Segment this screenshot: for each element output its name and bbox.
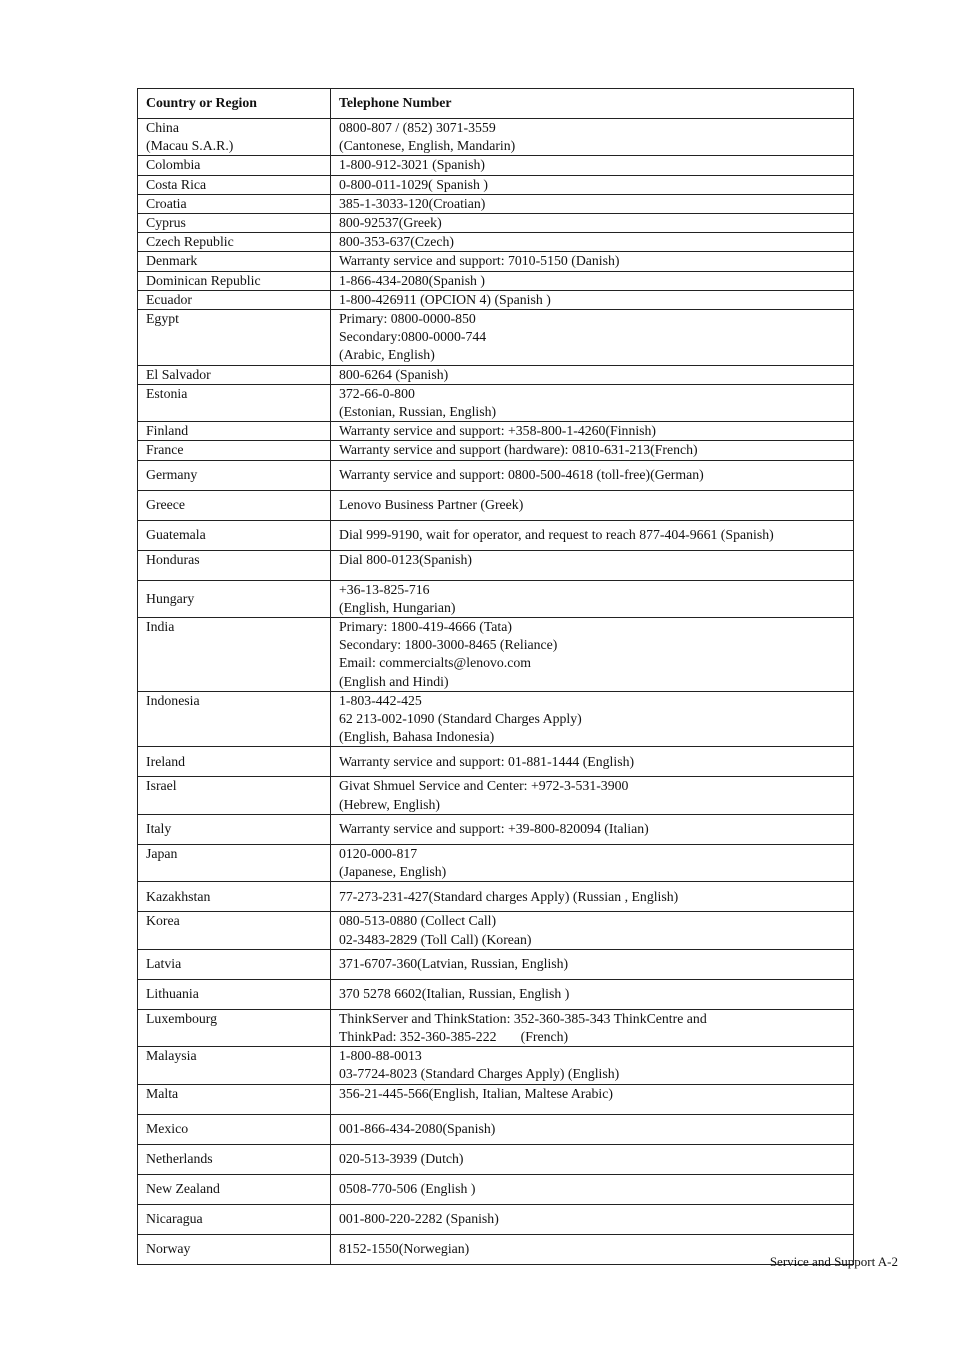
telephone-line: (English and Hindi) bbox=[339, 673, 449, 689]
table-row bbox=[138, 691, 854, 747]
telephone-line: (Japanese, English) bbox=[339, 864, 447, 880]
telephone-line: 8152-1550(Norwegian) bbox=[339, 1240, 470, 1256]
telephone-cell bbox=[331, 1204, 854, 1234]
telephone-line: 800-6264 (Spanish) bbox=[339, 366, 449, 382]
table-row bbox=[138, 618, 854, 692]
telephone-line: 370 5278 6602(Italian, Russian, English ) bbox=[339, 986, 570, 1002]
country-cell bbox=[138, 156, 331, 175]
country-cell bbox=[138, 1009, 331, 1046]
table-row bbox=[138, 1084, 854, 1114]
telephone-line: Givat Shmuel Service and Center: +972-3-531-3900 bbox=[339, 778, 629, 794]
telephone-line: (English, Hungarian) bbox=[339, 599, 456, 615]
telephone-cell bbox=[331, 1084, 854, 1114]
table-row bbox=[138, 1009, 854, 1046]
telephone-line: Warranty service and support: 7010-5150 (Danish) bbox=[339, 253, 620, 269]
table-row bbox=[138, 912, 854, 949]
telephone-cell bbox=[331, 310, 854, 366]
telephone-cell bbox=[331, 1009, 854, 1046]
telephone-line: 080-513-0880 (Collect Call) bbox=[339, 913, 497, 929]
table-row bbox=[138, 271, 854, 290]
country-name: Estonia bbox=[146, 385, 188, 401]
telephone-line: Dial 800-0123(Spanish) bbox=[339, 551, 472, 567]
country-name: India bbox=[146, 619, 175, 635]
telephone-line: 372-66-0-800 bbox=[339, 385, 415, 401]
table-row bbox=[138, 384, 854, 421]
country-cell bbox=[138, 844, 331, 881]
country-cell bbox=[138, 747, 331, 777]
table-row bbox=[138, 490, 854, 520]
country-name: Finland bbox=[146, 423, 189, 439]
telephone-cell bbox=[331, 1114, 854, 1144]
telephone-line: ThinkServer and ThinkStation: 352-360-385-343 ThinkCentre and bbox=[339, 1010, 707, 1026]
country-cell bbox=[138, 882, 331, 912]
table-row bbox=[138, 520, 854, 550]
telephone-line: 1-866-434-2080(Spanish ) bbox=[339, 272, 485, 288]
telephone-line: Lenovo Business Partner (Greek) bbox=[339, 497, 524, 513]
telephone-line: 800-353-637(Czech) bbox=[339, 234, 454, 250]
country-cell bbox=[138, 1084, 331, 1114]
telephone-line: 03-7724-8023 (Standard Charges Apply) (English) bbox=[339, 1066, 620, 1082]
telephone-line: 356-21-445-566(English, Italian, Maltese Arabic) bbox=[339, 1085, 613, 1101]
country-cell bbox=[138, 912, 331, 949]
telephone-line: 800-92537(Greek) bbox=[339, 215, 442, 231]
telephone-line: 02-3483-2829 (Toll Call) (Korean) bbox=[339, 931, 532, 947]
telephone-line: 77-273-231-427(Standard charges Apply) (Russian , English) bbox=[339, 888, 679, 904]
telephone-cell bbox=[331, 233, 854, 252]
telephone-cell bbox=[331, 844, 854, 881]
telephone-cell bbox=[331, 290, 854, 309]
telephone-cell bbox=[331, 214, 854, 233]
table-row bbox=[138, 747, 854, 777]
country-name: France bbox=[146, 442, 184, 458]
telephone-line: Secondary:0800-0000-744 bbox=[339, 329, 487, 345]
telephone-line: (English, Bahasa Indonesia) bbox=[339, 729, 495, 745]
country-name: Honduras bbox=[146, 551, 200, 567]
table-row bbox=[138, 1234, 854, 1264]
telephone-line: 371-6707-360(Latvian, Russian, English) bbox=[339, 956, 569, 972]
table-row bbox=[138, 365, 854, 384]
country-name: Luxembourg bbox=[146, 1010, 218, 1026]
table-row bbox=[138, 1144, 854, 1174]
table-row bbox=[138, 1174, 854, 1204]
table-row bbox=[138, 949, 854, 979]
country-name: Indonesia bbox=[146, 692, 200, 708]
telephone-line: Secondary: 1800-3000-8465 (Reliance) bbox=[339, 637, 558, 653]
table-row bbox=[138, 290, 854, 309]
table-row bbox=[138, 441, 854, 460]
telephone-line: (Hebrew, English) bbox=[339, 796, 441, 812]
table-row bbox=[138, 310, 854, 366]
table-row bbox=[138, 460, 854, 490]
telephone-cell bbox=[331, 550, 854, 580]
country-name: Guatemala bbox=[146, 527, 206, 543]
telephone-cell bbox=[331, 882, 854, 912]
country-name: Nicaragua bbox=[146, 1210, 203, 1226]
country-cell bbox=[138, 310, 331, 366]
country-name: Dominican Republic bbox=[146, 272, 261, 288]
table-row bbox=[138, 233, 854, 252]
table-row bbox=[138, 194, 854, 213]
country-cell bbox=[138, 520, 331, 550]
country-name: Ireland bbox=[146, 753, 186, 769]
telephone-line: (Cantonese, English, Mandarin) bbox=[339, 138, 516, 154]
telephone-line: +36-13-825-716 bbox=[339, 581, 430, 597]
telephone-line: Warranty service and support: +39-800-820094 (Italian) bbox=[339, 821, 649, 837]
country-name: Korea bbox=[146, 913, 180, 929]
telephone-cell bbox=[331, 1174, 854, 1204]
table-row bbox=[138, 550, 854, 580]
telephone-cell bbox=[331, 175, 854, 194]
country-cell bbox=[138, 1144, 331, 1174]
country-name: El Salvador bbox=[146, 366, 211, 382]
table-row bbox=[138, 214, 854, 233]
telephone-line: 0120-000-817 bbox=[339, 845, 418, 861]
country-cell bbox=[138, 777, 331, 814]
telephone-line: 0508-770-506 (English ) bbox=[339, 1180, 476, 1196]
table-row bbox=[138, 1114, 854, 1144]
country-cell bbox=[138, 949, 331, 979]
telephone-line: 1-800-912-3021 (Spanish) bbox=[339, 157, 485, 173]
table-row bbox=[138, 580, 854, 617]
country-cell bbox=[138, 271, 331, 290]
country-name: Greece bbox=[146, 497, 186, 513]
telephone-cell bbox=[331, 912, 854, 949]
country-cell bbox=[138, 214, 331, 233]
country-name: Lithuania bbox=[146, 986, 199, 1002]
country-name: Malaysia bbox=[146, 1048, 197, 1064]
telephone-cell bbox=[331, 271, 854, 290]
country-cell bbox=[138, 1234, 331, 1264]
country-name: Ecuador bbox=[146, 291, 192, 307]
country-name: Cyprus bbox=[146, 215, 186, 231]
country-cell bbox=[138, 422, 331, 441]
telephone-cell bbox=[331, 747, 854, 777]
table-row bbox=[138, 1047, 854, 1084]
table-body bbox=[138, 119, 854, 1265]
telephone-cell bbox=[331, 252, 854, 271]
telephone-line: 1-803-442-425 bbox=[339, 692, 422, 708]
table-row bbox=[138, 156, 854, 175]
country-cell bbox=[138, 119, 331, 156]
country-cell bbox=[138, 175, 331, 194]
telephone-line: 1-800-88-0013 bbox=[339, 1048, 422, 1064]
country-name: Hungary bbox=[146, 590, 195, 606]
country-name: (Macau S.A.R.) bbox=[146, 138, 234, 154]
column-header-country: Country or Region bbox=[138, 89, 331, 119]
country-name: China bbox=[146, 120, 179, 135]
country-name: Japan bbox=[146, 845, 178, 861]
country-name: Kazakhstan bbox=[146, 888, 211, 904]
country-cell bbox=[138, 233, 331, 252]
telephone-cell bbox=[331, 422, 854, 441]
telephone-cell bbox=[331, 156, 854, 175]
country-name: Norway bbox=[146, 1240, 191, 1256]
page-footer: Service and Support A-2 bbox=[769, 1254, 898, 1269]
country-cell bbox=[138, 384, 331, 421]
telephone-cell bbox=[331, 384, 854, 421]
telephone-cell bbox=[331, 618, 854, 692]
country-name: Costa Rica bbox=[146, 176, 207, 192]
telephone-cell bbox=[331, 580, 854, 617]
telephone-cell bbox=[331, 441, 854, 460]
country-name: Germany bbox=[146, 467, 198, 483]
table-row bbox=[138, 882, 854, 912]
telephone-line: ThinkPad: 352-360-385-222 (French) bbox=[339, 1028, 569, 1044]
country-cell bbox=[138, 618, 331, 692]
telephone-line: 385-1-3033-120(Croatian) bbox=[339, 195, 486, 211]
table-row bbox=[138, 119, 854, 156]
telephone-line: 020-513-3939 (Dutch) bbox=[339, 1150, 464, 1166]
country-cell bbox=[138, 1174, 331, 1204]
country-name: Israel bbox=[146, 778, 177, 794]
telephone-cell bbox=[331, 814, 854, 844]
telephone-cell bbox=[331, 520, 854, 550]
country-cell bbox=[138, 460, 331, 490]
telephone-cell bbox=[331, 979, 854, 1009]
telephone-line: Dial 999-9190, wait for operator, and request to reach 877-404-9661 (Spanish) bbox=[339, 527, 774, 543]
telephone-line: Primary: 0800-0000-850 bbox=[339, 311, 476, 327]
telephone-cell bbox=[331, 777, 854, 814]
country-name: Netherlands bbox=[146, 1150, 213, 1166]
country-cell bbox=[138, 1114, 331, 1144]
telephone-line: 001-800-220-2282 (Spanish) bbox=[339, 1210, 499, 1226]
telephone-line: (Estonian, Russian, English) bbox=[339, 404, 497, 420]
column-header-telephone: Telephone Number bbox=[331, 89, 854, 119]
country-name: Egypt bbox=[146, 311, 179, 327]
telephone-cell bbox=[331, 949, 854, 979]
country-cell bbox=[138, 1204, 331, 1234]
country-name: New Zealand bbox=[146, 1180, 220, 1196]
country-cell bbox=[138, 490, 331, 520]
country-cell bbox=[138, 1047, 331, 1084]
telephone-line: 0800-807 / (852) 3071-3559 bbox=[339, 120, 496, 135]
telephone-cell bbox=[331, 194, 854, 213]
country-name: Italy bbox=[146, 821, 172, 837]
table-row bbox=[138, 814, 854, 844]
table-row bbox=[138, 252, 854, 271]
telephone-line: 0-800-011-1029( Spanish ) bbox=[339, 176, 488, 192]
country-cell bbox=[138, 814, 331, 844]
telephone-line: (Arabic, English) bbox=[339, 347, 435, 363]
country-cell bbox=[138, 691, 331, 747]
table-row bbox=[138, 777, 854, 814]
country-cell bbox=[138, 979, 331, 1009]
telephone-cell bbox=[331, 365, 854, 384]
country-name: Colombia bbox=[146, 157, 201, 173]
country-name: Croatia bbox=[146, 195, 187, 211]
telephone-line: Primary: 1800-419-4666 (Tata) bbox=[339, 619, 512, 635]
country-cell bbox=[138, 550, 331, 580]
country-cell bbox=[138, 252, 331, 271]
table-row bbox=[138, 175, 854, 194]
country-cell bbox=[138, 290, 331, 309]
support-contacts-table bbox=[137, 88, 854, 1265]
country-name: Latvia bbox=[146, 956, 182, 972]
telephone-cell bbox=[331, 691, 854, 747]
telephone-cell bbox=[331, 119, 854, 156]
telephone-line: 1-800-426911 (OPCION 4) (Spanish ) bbox=[339, 291, 551, 307]
country-cell bbox=[138, 441, 331, 460]
country-name: Mexico bbox=[146, 1120, 189, 1136]
telephone-line: Warranty service and support: 0800-500-4618 (toll-free)(German) bbox=[339, 467, 704, 483]
country-cell bbox=[138, 365, 331, 384]
table-row bbox=[138, 422, 854, 441]
country-name: Malta bbox=[146, 1085, 179, 1101]
telephone-line: 62 213-002-1090 (Standard Charges Apply) bbox=[339, 711, 582, 727]
country-name: Czech Republic bbox=[146, 234, 234, 250]
table-row bbox=[138, 844, 854, 881]
telephone-line: Email: commercialts@lenovo.com bbox=[339, 655, 532, 671]
table-row bbox=[138, 979, 854, 1009]
telephone-cell bbox=[331, 490, 854, 520]
telephone-line: Warranty service and support (hardware): 0810-631-213(French) bbox=[339, 442, 698, 458]
telephone-cell bbox=[331, 1047, 854, 1084]
telephone-line: 001-866-434-2080(Spanish) bbox=[339, 1120, 496, 1136]
table-row bbox=[138, 1204, 854, 1234]
telephone-line: Warranty service and support: +358-800-1-4260(Finnish) bbox=[339, 423, 657, 439]
country-cell bbox=[138, 580, 331, 617]
telephone-line: Warranty service and support: 01-881-1444 (English) bbox=[339, 753, 635, 769]
telephone-cell bbox=[331, 460, 854, 490]
country-cell bbox=[138, 194, 331, 213]
table-header-row bbox=[138, 89, 854, 119]
country-name: Denmark bbox=[146, 253, 198, 269]
telephone-cell bbox=[331, 1144, 854, 1174]
